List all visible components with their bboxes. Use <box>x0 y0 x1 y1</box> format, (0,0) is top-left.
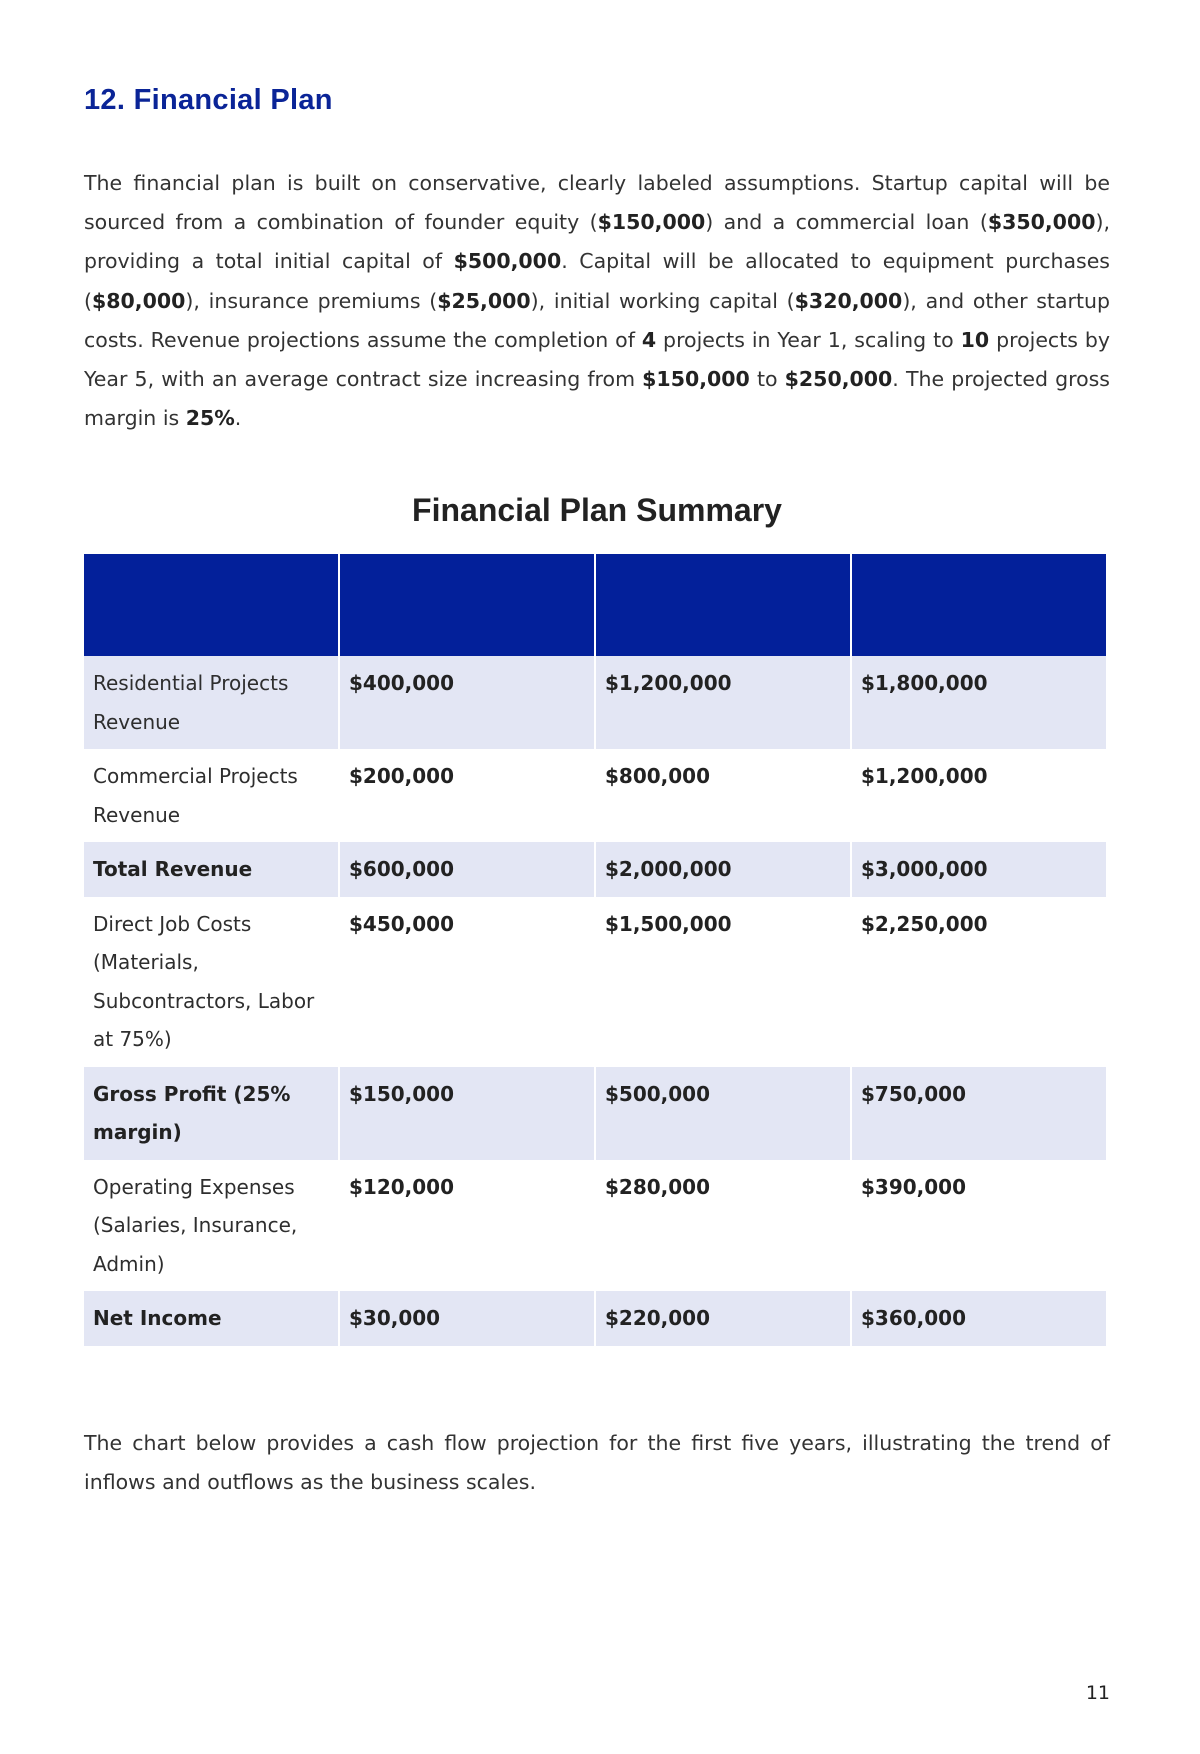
year-value: $120,000 <box>340 1160 594 1292</box>
year-value: $400,000 <box>340 656 594 749</box>
table-header-cell <box>852 554 1106 656</box>
row-label: Residential Projects Revenue <box>84 656 338 749</box>
row-label: Total Revenue <box>84 842 338 897</box>
table-header-cell <box>596 554 850 656</box>
row-label: Direct Job Costs (Materials, Subcontractors, Labor at 75%) <box>84 897 338 1067</box>
year-value: $360,000 <box>852 1291 1106 1346</box>
table-row <box>84 1291 1106 1346</box>
intro-figure: $150,000 <box>642 367 750 392</box>
table-row <box>84 1067 1106 1160</box>
year-value: $150,000 <box>340 1067 594 1160</box>
table-title: Financial Plan Summary <box>412 492 782 528</box>
intro-text: projects by Year 5, with an average contract size increasing from <box>84 327 1110 392</box>
year-value: $600,000 <box>340 842 594 897</box>
intro-text: . The projected gross margin is <box>84 367 1110 431</box>
intro-figure: 4 <box>641 327 657 352</box>
intro-text: ), and other startup costs. Revenue projections assume the completion of <box>84 288 1110 352</box>
year-value: $1,200,000 <box>596 656 850 749</box>
outro-paragraph: The chart below provides a cash flow projection for the first five years, illustrating the trend of inflows and outflows as the business scales. <box>84 1431 1110 1495</box>
table-row <box>84 897 1106 1067</box>
table-row <box>84 1160 1106 1292</box>
intro-text: . <box>234 406 242 431</box>
table-header-row <box>84 554 1106 656</box>
year-value: $30,000 <box>340 1291 594 1346</box>
intro-text: to <box>749 367 785 392</box>
year-value: $450,000 <box>340 897 594 1067</box>
intro-figure: $500,000 <box>453 249 562 274</box>
intro-text: . Capital will be allocated to equipment purchases ( <box>84 249 1110 313</box>
intro-text: ), providing a total initial capital of <box>84 210 1110 274</box>
intro-figure: $150,000 <box>597 210 706 235</box>
row-label: Net Income <box>84 1291 338 1346</box>
table-header <box>84 554 1106 656</box>
row-label: Operating Expenses (Salaries, Insurance, Admin) <box>84 1160 338 1292</box>
year-value: $390,000 <box>852 1160 1106 1292</box>
year-value: $1,800,000 <box>852 656 1106 749</box>
intro-figure: $350,000 <box>987 210 1096 235</box>
table-row <box>84 749 1106 842</box>
intro-figure: $80,000 <box>92 288 186 313</box>
financial-summary-table <box>82 554 1108 1346</box>
intro-text: ), insurance premiums ( <box>185 288 438 313</box>
intro-figure: $250,000 <box>784 367 893 392</box>
intro-figure: 10 <box>960 327 990 352</box>
intro-text: ) and a commercial loan ( <box>705 210 988 235</box>
intro-text: ), initial working capital ( <box>530 288 795 313</box>
section-heading: 12. Financial Plan <box>84 84 333 116</box>
table-header-cell <box>340 554 594 656</box>
intro-figure: $320,000 <box>794 288 903 313</box>
year-value: $220,000 <box>596 1291 850 1346</box>
year-value: $800,000 <box>596 749 850 842</box>
year-value: $500,000 <box>596 1067 850 1160</box>
table-header-cell <box>84 554 338 656</box>
intro-figure: $25,000 <box>437 288 531 313</box>
year-value: $1,500,000 <box>596 897 850 1067</box>
table-row <box>84 656 1106 749</box>
page-number: 11 <box>1085 1682 1110 1704</box>
year-value: $2,250,000 <box>852 897 1106 1067</box>
year-value: $1,200,000 <box>852 749 1106 842</box>
year-value: $3,000,000 <box>852 842 1106 897</box>
year-value: $2,000,000 <box>596 842 850 897</box>
intro-text: projects in Year 1, scaling to <box>656 327 961 352</box>
year-value: $280,000 <box>596 1160 850 1292</box>
row-label: Gross Profit (25% margin) <box>84 1067 338 1160</box>
year-value: $750,000 <box>852 1067 1106 1160</box>
table-row <box>84 842 1106 897</box>
intro-text: The financial plan is built on conservative, clearly labeled assumptions. Startup capital will be sourced from a combination of founder equity ( <box>84 171 1110 235</box>
year-value: $200,000 <box>340 749 594 842</box>
intro-figure: 25% <box>185 406 235 431</box>
row-label: Commercial Projects Revenue <box>84 749 338 842</box>
intro-paragraph <box>84 164 1110 438</box>
